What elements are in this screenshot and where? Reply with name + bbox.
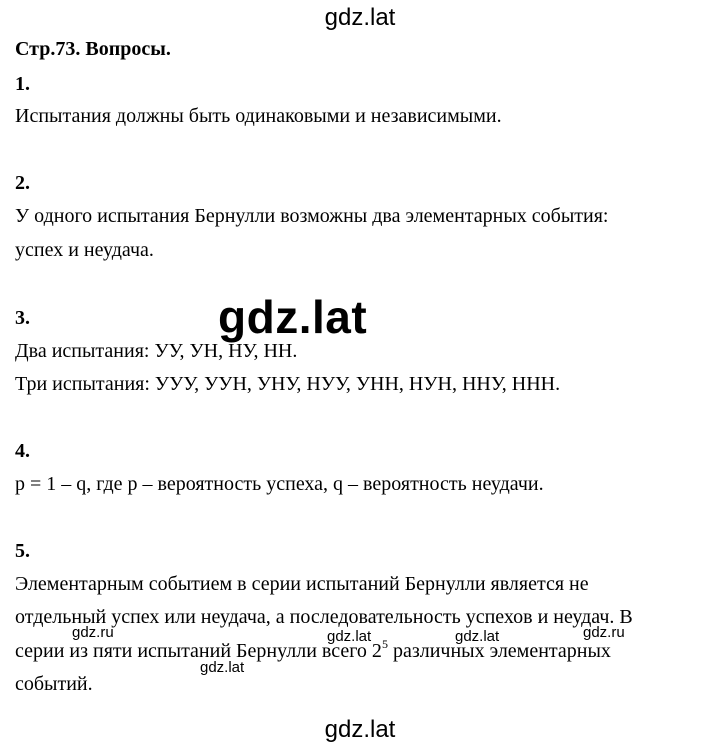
question-5-number: 5. [15,540,30,562]
question-2-answer-line-2: успех и неудача. [15,239,154,261]
question-5-answer-line-3 [15,637,611,663]
question-3-answer-line-1: Два испытания: УУ, УН, НУ, НН. [15,340,298,362]
watermark-small-5: gdz.lat [200,659,245,676]
question-4-number: 4. [15,440,30,462]
question-4-answer: p = 1 – q, где p – вероятность успеха, q – вероятность неудачи. [15,473,544,495]
watermark-center: gdz.lat [218,291,368,343]
watermark-small-1: gdz.ru [72,624,114,641]
watermark-small-2: gdz.lat [327,628,372,645]
question-5-answer-line-3-text: серии из пяти испытаний Бернулли всего 2 [15,640,382,662]
watermark-bottom: gdz.lat [324,716,396,743]
watermark-small-4: gdz.ru [583,624,625,641]
question-2-answer-line-1: У одного испытания Бернулли возможны два элементарных события: [15,205,609,227]
page-heading: Стр.73. Вопросы. [15,38,171,60]
watermark-top: gdz.lat [324,4,396,31]
question-2-number: 2. [15,172,30,194]
question-1-number: 1. [15,73,30,95]
question-5-answer-line-3-rest: различных элементарных [387,640,611,662]
question-1-answer: Испытания должны быть одинаковыми и независимыми. [15,105,502,127]
question-3-answer-line-2: Три испытания: УУУ, УУН, УНУ, НУУ, УНН, НУН, ННУ, ННН. [15,373,561,395]
question-5-answer-line-1: Элементарным событием в серии испытаний Бернулли является не [15,573,589,595]
question-5-answer-line-4: событий. [15,673,93,695]
question-3-number: 3. [15,307,30,329]
question-5-answer-line-2: отдельный успех или неудача, а последовательность успехов и неудач. В [15,606,633,628]
watermark-small-3: gdz.lat [455,628,500,645]
exponent: 5 [381,637,388,651]
